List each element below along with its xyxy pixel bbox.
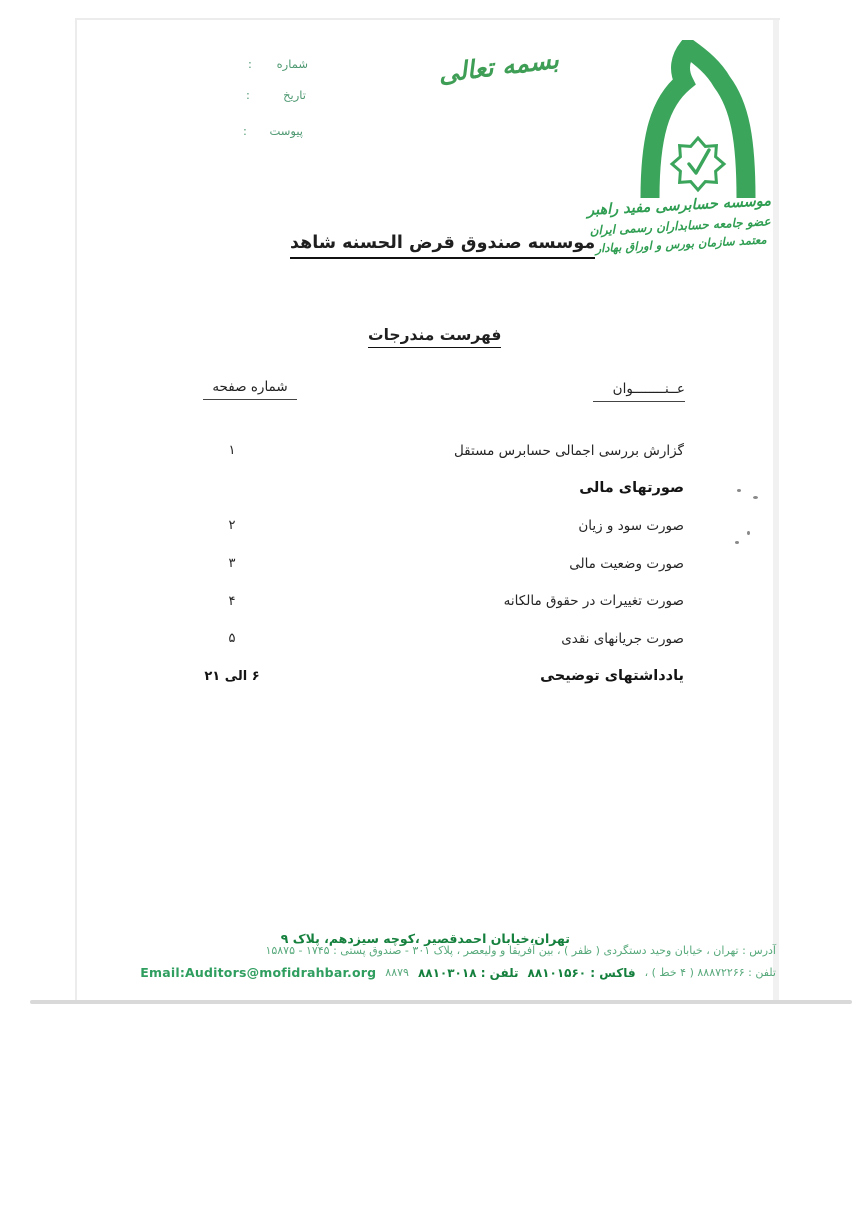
toc-item-page-number: ۴ (228, 593, 236, 609)
toc-row (162, 507, 684, 545)
audit-firm-name-block (574, 190, 787, 260)
footer-address-line: آدرس : تهران ، خیابان وحید دستگردی ( ظفر ) ، بین آفریقا و ولیعصر ، پلاک ۳۰۱ - صندوق پستی : ۱۷۴۵ - ۱۵۸۷۵ (265, 944, 776, 957)
page-title: موسسه صندوق قرض الحسنه شاهد (290, 233, 595, 259)
scan-speck (737, 489, 741, 492)
field-attachment-colon: : (243, 124, 248, 138)
toc-item-label: گزارش بررسی اجمالی حسابرس مستقل (453, 442, 684, 459)
toc-item-label: صورت تغییرات در حقوق مالکانه (503, 593, 684, 610)
page-top-edge (76, 18, 780, 20)
field-number-colon: : (248, 57, 253, 71)
toc-row (162, 658, 684, 696)
toc-row (162, 582, 684, 620)
toc-column-title-header: عــنــــــــوان (593, 381, 685, 402)
audit-firm-name: موسسه حسابرسی مفید راهبر (586, 193, 772, 219)
toc-row (162, 432, 684, 470)
field-date-label: تاریخ (283, 88, 306, 102)
page-left-edge (75, 18, 77, 1000)
field-attachment-label: پیوست (269, 124, 303, 138)
field-attachment (243, 124, 303, 138)
page-bottom-edge (30, 1000, 852, 1004)
footer-phone: تلفن : ۸۸۸۷۲۲۶۶ ( ۴ خط ) ، (644, 966, 776, 979)
toc-rows (162, 432, 684, 695)
scan-speck (735, 541, 739, 544)
bismillah-calligraphy: بسمه تعالی (436, 44, 561, 89)
toc-item-page-number: ۲ (228, 518, 236, 534)
toc-item-label: صورت سود و زیان (578, 517, 684, 534)
toc-row (162, 620, 684, 658)
field-number (248, 57, 308, 71)
toc-item-page-number: ۶ الی ۲۱ (204, 668, 260, 684)
toc-item-label: صورت جریانهای نقدی (561, 630, 684, 647)
footer-tel-stamp: تلفن : ۸۸۱۰۳۰۱۸ (417, 965, 519, 980)
toc-item-page-number: ۵ (228, 631, 236, 647)
field-date (246, 88, 306, 102)
toc-row (162, 545, 684, 583)
audit-firm-accreditation: معتمد سازمان بورس و اوراق بهادار (595, 232, 767, 256)
toc-item-label: یادداشتهای توضیحی (540, 668, 684, 685)
scan-speck (753, 496, 758, 499)
footer-extra-number: ۸۸۷۹ (385, 966, 409, 979)
footer-contact-line (92, 965, 776, 980)
toc-item-page-number: ۳ (228, 556, 236, 572)
scan-speck (747, 531, 750, 535)
toc-row (162, 470, 684, 508)
toc-column-page-header: شماره صفحه (203, 379, 297, 400)
field-number-label: شماره (276, 57, 308, 71)
toc-heading: فهرست مندرجات (368, 326, 501, 348)
toc-item-label: صورتهای مالی (579, 480, 684, 497)
toc-item-page-number: ۱ (228, 443, 236, 459)
footer-fax-stamp: فاکس : ۸۸۱۰۱۵۶۰ (527, 965, 636, 980)
field-date-colon: : (246, 88, 251, 102)
toc-item-label: صورت وضعیت مالی (569, 555, 684, 572)
footer-stamp-address: تهران،خیابان احمدقصیر ،کوچه سیزدهم، پلاک ۹ (280, 931, 570, 946)
footer-email: Email:Auditors@mofidrahbar.org (140, 965, 377, 980)
audit-firm-membership: عضو جامعه حسابداران رسمی ایران (589, 214, 771, 239)
